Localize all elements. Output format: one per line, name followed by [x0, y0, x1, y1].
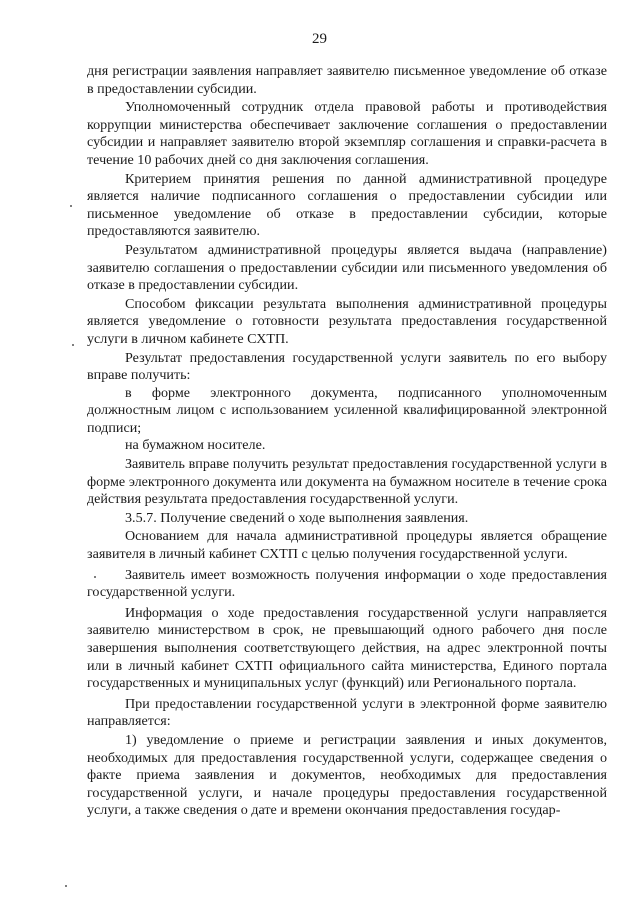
scan-speck — [70, 205, 72, 207]
list-item-electronic-document: в форме электронного документа, подписанного уполномоченным должностным лицом с использованием усиленной квалифицированной электронной подписи; — [87, 384, 607, 436]
list-item-notification: 1) уведомление о приеме и регистрации заявления и иных документов, необходимых для предоставления государственной услуги, содержащее сведения о факте приема заявления и документов, необходимых для предоставления государственной услуги, и начале процедуры предоставления государственной услуги, а также сведения о дате и времени окончания предоставления государ- — [87, 731, 607, 819]
paragraph-progress-delivery: Информация о ходе предоставления государственной услуги направляется заявителю министерством в срок, не превышающий одного рабочего дня после завершения выполнения соответствующего действия, на адрес электронной почты или в личный кабинет СХТП официального сайта министерства, Единого портала государственных и муниципальных услуг (функций) или Регионального портала. — [87, 604, 607, 692]
scan-speck — [72, 344, 74, 346]
paragraph-progress-info: Заявитель имеет возможность получения информации о ходе предоставления государственной услуги. — [87, 566, 607, 601]
paragraph-decision-criterion: Критерием принятия решения по данной административной процедуре является наличие подписанного соглашения о предоставлении субсидии или письменное уведомление об отказе в предоставлении субсидии, которые предоставляются заявителю. — [87, 170, 607, 240]
paragraph-procedure-result: Результатом административной процедуры является выдача (направление) заявителю соглашения о предоставлении субсидии или письменного уведомления об отказе в предоставлении субсидии. — [87, 241, 607, 294]
paragraph-result-validity: Заявитель вправе получить результат предоставления государственной услуги в форме электронного документа или документа на бумажном носителе в течение срока действия результата предоставления государственной услуги. — [87, 456, 607, 508]
list-item-paper-medium: на бумажном носителе. — [125, 437, 266, 454]
scan-speck — [94, 576, 96, 578]
section-heading-3-5-7: 3.5.7. Получение сведений о ходе выполнения заявления. — [125, 509, 469, 526]
paragraph-agreement-conclusion: Уполномоченный сотрудник отдела правовой работы и противодействия коррупции министерства обеспечивает заключение соглашения о предоставлении субсидии и направляет заявителю второй экземпляр соглашения и справки-расчета в течение 10 рабочих дней со дня заключения соглашения. — [87, 99, 607, 168]
paragraph-procedure-basis: Основанием для начала административной процедуры является обращение заявителя в личный кабинет СХТП с целью получения государственной услуги. — [87, 528, 607, 563]
page-number: 29 — [312, 31, 327, 47]
paragraph-result-recording: Способом фиксации результата выполнения административной процедуры является уведомление о готовности результата предоставления государственной услуги в личном кабинете СХТП. — [87, 295, 607, 347]
paragraph-continuation: дня регистрации заявления направляет заявителю письменное уведомление об отказе в предоставлении субсидии. — [87, 63, 607, 97]
document-body — [87, 63, 607, 820]
paragraph-electronic-form: При предоставлении государственной услуги в электронной форме заявителю направляется: — [87, 695, 607, 730]
paragraph-result-options: Результат предоставления государственной услуги заявитель по его выбору вправе получить: — [87, 349, 607, 384]
scan-speck — [65, 885, 67, 887]
